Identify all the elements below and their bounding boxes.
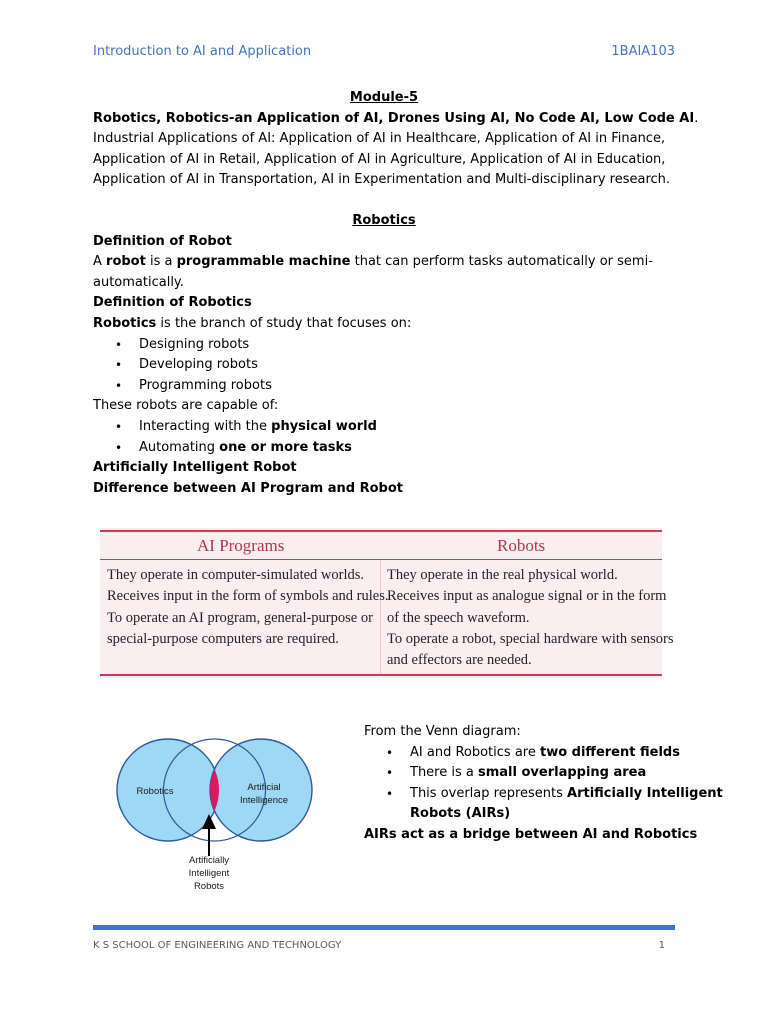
module-topics — [93, 109, 699, 130]
capable-item-1-bold: physical world — [271, 418, 377, 434]
industrial-line-3: Application of AI in Transportation, AI in Experimentation and Multi-disciplinary research. — [93, 172, 671, 188]
industrial-line-1: Industrial Applications of AI: Application of AI in Healthcare, Application of AI in Finance, — [93, 131, 666, 147]
ai-programs-column — [107, 565, 389, 650]
air-heading: Artificially Intelligent Robot — [93, 460, 297, 476]
header-course-code: 1BAIA103 — [611, 44, 675, 59]
venn-label-artificial: Artificial — [247, 782, 281, 793]
venn-conclusion: AIRs act as a bridge between AI and Robotics — [364, 826, 698, 842]
header-course-title: Introduction to AI and Application — [93, 44, 312, 59]
venn-b3-bold-cont: Robots (AIRs) — [410, 806, 511, 822]
def-robot-text — [93, 252, 675, 273]
venn-label-robotics: Robotics — [136, 786, 174, 797]
list-item — [93, 417, 675, 438]
footer-rule — [93, 925, 675, 930]
def-robotics-b1: Robotics — [93, 315, 157, 331]
venn-diagram — [96, 716, 340, 900]
def-robotics-heading: Definition of Robotics — [93, 295, 252, 311]
industrial-line-2: Application of AI in Retail, Application of AI in Agriculture, Application of AI in Education, — [93, 151, 666, 167]
def-robot-b1: robot — [106, 254, 146, 270]
def-robot-text-cont: automatically. — [93, 274, 184, 290]
venn-intro: From the Venn diagram: — [364, 724, 521, 739]
module-title: Module-5 — [349, 90, 419, 105]
ai-line-3: To operate an AI program, general-purpose or — [107, 609, 373, 626]
ai-line-2: Receives input in the form of symbols and rules. — [107, 588, 389, 605]
def-robotics-p1: is the branch of study that focuses on: — [156, 315, 412, 331]
table-bottom-rule — [100, 674, 662, 676]
def-robot-b2: programmable machine — [176, 254, 351, 270]
venn-b1-pre: AI and Robotics are — [410, 744, 540, 760]
def-robot-p1: A — [93, 254, 107, 270]
capable-item-2-bold: one or more tasks — [219, 439, 352, 455]
robot-line-1: They operate in the real physical world. — [387, 567, 618, 583]
list-item: • Developing robots — [93, 355, 675, 376]
venn-notes — [364, 722, 723, 846]
venn-b1-bold: two different fields — [539, 744, 680, 760]
ai-programs-header: AI Programs — [197, 536, 285, 555]
footer-school: K S SCHOOL OF ENGINEERING AND TECHNOLOGY — [93, 940, 342, 951]
def-robot-heading: Definition of Robot — [93, 233, 232, 249]
robot-line-2: Receives input as analogue signal or in the form — [387, 588, 667, 605]
list-item — [364, 763, 704, 784]
table-top-rule — [100, 530, 662, 532]
list-item — [364, 784, 723, 825]
venn-b3-bold: Artificially Intelligent — [567, 785, 723, 801]
ai-line-4: special-purpose computers are required. — [107, 630, 339, 647]
list-item — [93, 438, 675, 459]
page-content — [93, 88, 699, 499]
venn-label-bottom-3: Robots — [193, 881, 225, 892]
venn-b3-pre: This overlap represents — [410, 785, 568, 801]
robot-line-5: and effectors are needed. — [387, 652, 532, 669]
venn-b2-pre: There is a — [410, 765, 478, 781]
capable-item-1-pre: Interacting with the — [139, 418, 272, 434]
def-robot-p3: that can perform tasks automatically or semi- — [350, 254, 653, 270]
robotics-section-title: Robotics — [352, 212, 416, 228]
table-header-rule — [100, 559, 662, 560]
venn-b2-bold: small overlapping area — [477, 765, 647, 781]
robot-line-3: of the speech waveform. — [387, 609, 530, 626]
def-robot-p2: is a — [145, 254, 177, 270]
list-item: • Designing robots — [93, 335, 675, 356]
capable-list — [93, 417, 675, 458]
capable-intro: These robots are capable of: — [93, 398, 279, 414]
robots-column — [387, 565, 673, 671]
comparison-table — [100, 528, 674, 678]
list-item: • Programming robots — [93, 376, 675, 397]
venn-label-intelligence: Intelligence — [239, 795, 289, 806]
page-number: 1 — [658, 940, 665, 951]
venn-bullets — [364, 743, 723, 825]
module-topics-period: . — [694, 110, 699, 126]
module-topics-bold: Robotics, Robotics-an Application of AI, Drones Using AI, No Code AI, Low Code AI — [93, 110, 695, 126]
capable-item-2-pre: Automating — [139, 439, 220, 455]
def-robotics-text — [93, 314, 675, 335]
robots-header: Robots — [497, 536, 546, 555]
diff-heading: Difference between AI Program and Robot — [93, 480, 403, 496]
list-item — [364, 743, 704, 764]
venn-label-bottom-2: Intelligent — [188, 868, 230, 879]
focus-list — [93, 335, 675, 397]
ai-line-1: They operate in computer-simulated worlds. — [107, 567, 365, 583]
venn-label-bottom-1: Artificially — [188, 855, 230, 866]
robot-line-4: To operate a robot, special hardware with sensors — [387, 630, 674, 647]
